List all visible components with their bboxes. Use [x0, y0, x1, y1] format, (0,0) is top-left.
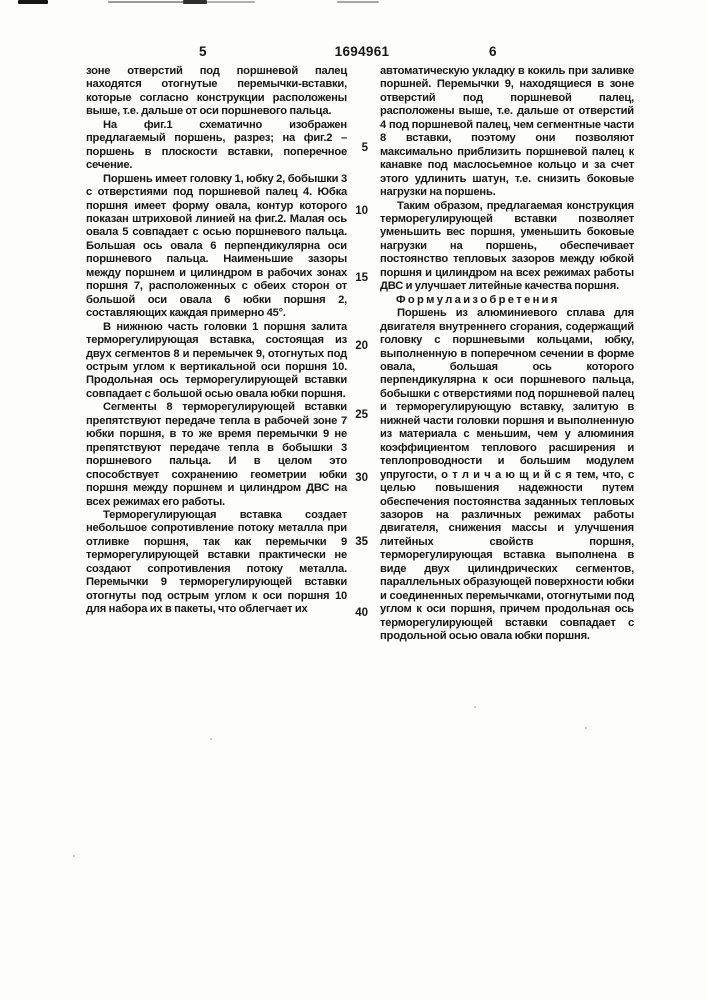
claim-paragraph: Поршень из алюминиевого сплава для двигателя внутреннего сгорания, содержащий головку с поршневыми кольцами, юбку, выполненную в поперечном сечении в форме овала, большая ось которого перпендикулярна к оси поршневого пальца, бобышки с отверстиями под поршневой палец и терморегулирующую вставку, залитую в нижней части головки поршня и выполненную из материала с меньшим, чем у алюминия коэффициентом теплового расширения и теплопроводности и большим модулем упругости, о т л и ч а ю щ и й с я тем, что, с целью повышения надежности путем обеспечения постоянства заданных тепловых зазоров на различных режимах работы двигателя, снижения массы и улучшения литейных свойств поршня, терморегулирующая вставка выполнена в виде двух цилиндрических сегментов, параллельных образующей поверхности юбки и соединенных перемычками, отогнутыми под углом к оси поршня, причем продольная ось терморегулирующей вставки совпадает с продольной осью овала юбки поршня.	[380, 307, 634, 643]
left-text-column	[86, 65, 347, 617]
page-number-right: 6	[489, 44, 497, 59]
scan-artifact	[108, 1, 186, 3]
scan-artifact	[210, 738, 212, 740]
line-number: 30	[355, 472, 368, 484]
scan-artifact	[183, 0, 207, 4]
page-number-left: 5	[199, 44, 207, 59]
paragraph: зоне отверстий под поршневой палец находятся отогнутые перемычки-вставки, которые согласно конструкции расположены выше, т.е. дальше от оси поршневого пальца.	[86, 65, 347, 118]
line-number: 5	[361, 142, 368, 154]
paragraph: автоматическую укладку в кокиль при заливке поршней. Перемычки 9, находящиеся в зоне отверстий под поршневой палец, расположены выше, т.е. дальше от отверстий 4 под поршневой палец, чем сегментные части 8 вставки, поэтому они позволяют максимально приблизить поршневой палец к канавке под маслосьемное кольцо и за счет этого удлинить шатун, т.е. снизить боковые нагрузки на поршень.	[380, 65, 634, 199]
formula-heading: Ф о р м у л а и з о б р е т е н и я	[396, 293, 558, 306]
patent-number: 1694961	[334, 44, 390, 59]
paragraph: На фиг.1 схематично изображен предлагаемый поршень, разрез; на фиг.2 – поршень в плоскости вставки, поперечное сечение.	[86, 118, 347, 172]
paragraph: Таким образом, предлагаемая конструкция терморегулирующей вставки позволяет уменьшить вес поршня, уменьшить боковые нагрузки на поршень, обеспечивает постоянство тепловых зазоров между юбкой поршня и цилиндром на всех режимах работы ДВС и улучшает литейные качества поршня.	[380, 199, 634, 293]
scan-artifact	[474, 706, 476, 708]
paragraph: Поршень имеет головку 1, юбку 2, бобышки 3 с отверстиями под поршневой палец 4. Юбка поршня имеет форму овала, контур которого показан штриховой линией на фиг.2. Малая ось овала 5 совпадает с осью поршневого пальца. Большая ось овала 6 перпендикулярна оси поршневого пальца. Наименьшие зазоры между поршнем и цилиндром в рабочих зонах поршня 7, расположенных с обеих сторон от большой оси овала 6 юбки поршня 2, составляющих каждая примерно 45°.	[86, 172, 347, 320]
paragraph: В нижнюю часть головки 1 поршня залита терморегулирующая вставка, состоящая из двух сегментов 8 и перемычек 9, отогнутых под острым углом к вертикальной оси поршня 10. Продольная ось терморегулирующей вставки совпадает с большой осью овала юбки поршня.	[86, 320, 347, 400]
line-number: 40	[355, 607, 368, 619]
line-number: 25	[355, 409, 368, 421]
scan-artifact	[73, 855, 75, 857]
scan-artifact	[337, 1, 379, 3]
line-number: 10	[355, 205, 368, 217]
scan-artifact	[18, 0, 48, 4]
paragraph: Сегменты 8 терморегулирующей вставки препятствуют передаче тепла в рабочей зоне 7 юбки поршня, в то же время перемычки 9 не препятствуют передаче тепла в бобышки 3 поршневого пальца. И в целом это способствует сохранению геометрии юбки поршня между поршнем и цилиндром ДВС на всех режимах его работы.	[86, 401, 347, 508]
scan-artifact	[585, 727, 587, 729]
line-number: 20	[355, 340, 368, 352]
paragraph: Терморегулирующая вставка создает небольшое сопротивление потоку металла при отливке поршня, так как перемычки 9 терморегулирующей вставки практически не создают сопротивления потоку металла. Перемычки 9 терморегулирующей вставки отогнуты под острым углом к оси поршня 10 для набора их в пакеты, что облегчает их	[86, 508, 347, 616]
line-number: 15	[355, 272, 368, 284]
right-text-column	[380, 65, 634, 643]
scan-artifact	[207, 1, 255, 3]
line-number: 35	[355, 536, 368, 548]
